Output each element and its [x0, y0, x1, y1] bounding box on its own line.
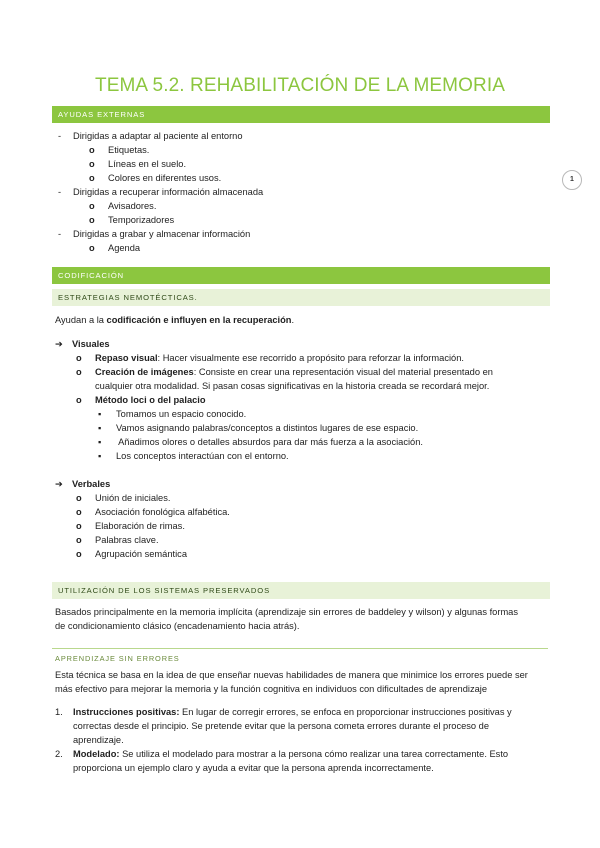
square-bullet-icon: ▪: [98, 409, 102, 419]
list-item: o Elaboración de rimas.: [76, 521, 185, 531]
numbered-item-continuation: proporciona un ejemplo claro y ayuda a evitar que la persona aprenda incorrectamente.: [73, 763, 434, 773]
list-item: ▪ Tomamos un espacio conocido.: [98, 409, 247, 419]
numbered-item-continuation: aprendizaje.: [73, 735, 124, 745]
list-item: o Agrupación semántica: [76, 549, 187, 559]
page-number-badge: 1: [562, 170, 582, 190]
list-item: ▪ Vamos asignando palabras/conceptos a distintos lugares de ese espacio.: [98, 423, 419, 433]
list-item: o Etiquetas.: [89, 145, 150, 155]
codificacion-intro: Ayudan a la codificación e influyen en la recuperación.: [55, 315, 295, 325]
subsection-header-aprendizaje: APRENDIZAJE SIN ERRORES: [55, 654, 180, 663]
subsection-header-estrategias: ESTRATEGIAS NEMOTÉCTICAS.: [52, 289, 550, 306]
square-bullet-icon: ▪: [98, 423, 102, 433]
list-item: o Palabras clave.: [76, 535, 159, 545]
list-item: o Unión de iniciales.: [76, 493, 171, 503]
aprendizaje-text-line: Esta técnica se basa en la idea de que enseñar nuevas habilidades de manera que minimice los errores puede ser: [55, 670, 528, 680]
numbered-item: 2. Modelado: Se utiliza el modelado para mostrar a la persona cómo realizar una tarea correctamente. Esto: [55, 749, 509, 759]
list-item: o Creación de imágenes: Consiste en crear una representación visual del material presentado en: [76, 367, 493, 377]
numbered-item: 1. Instrucciones positivas: En lugar de corregir errores, se enfoca en proporcionar instrucciones positivas y: [55, 707, 512, 717]
section-divider: [52, 648, 548, 649]
list-item: o Avisadores.: [89, 201, 157, 211]
subsection-header-sistemas-preservados: UTILIZACIÓN DE LOS SISTEMAS PRESERVADOS: [52, 582, 550, 599]
sistemas-text-line: Basados principalmente en la memoria implícita (aprendizaje sin errores de baddeley y wilson) y algunas formas: [55, 607, 519, 617]
list-item: o Colores en diferentes usos.: [89, 173, 222, 183]
list-item: - Dirigidas a grabar y almacenar información: [58, 229, 251, 239]
arrow-right-icon: ➔: [55, 479, 63, 489]
list-item-continuation: cualquier otra modalidad. Si pasan cosas significativas en la historia creada se recordará mejor.: [95, 381, 490, 391]
list-item: o Método loci o del palacio: [76, 395, 206, 405]
arrow-right-icon: ➔: [55, 339, 63, 349]
visuales-heading: ➔ Visuales: [55, 339, 110, 349]
square-bullet-icon: ▪: [98, 437, 102, 447]
verbales-heading: ➔ Verbales: [55, 479, 111, 489]
numbered-item-continuation: correctas desde el principio. Se pretende evitar que la persona cometa errores durante el proceso de: [73, 721, 490, 731]
list-item: o Asociación fonológica alfabética.: [76, 507, 230, 517]
list-item: ▪ Añadimos olores o detalles absurdos para dar más fuerza a la asociación.: [98, 437, 423, 447]
list-item: o Agenda: [89, 243, 141, 253]
section-header-ayudas-externas: AYUDAS EXTERNAS: [52, 106, 550, 123]
sistemas-text-line: de condicionamiento clásico (encadenamiento hacia atrás).: [55, 621, 300, 631]
list-item: - Dirigidas a recuperar información almacenada: [58, 187, 264, 197]
square-bullet-icon: ▪: [98, 451, 102, 461]
list-item: - Dirigidas a adaptar al paciente al entorno: [58, 131, 243, 141]
aprendizaje-text-line: más efectivo para mejorar la memoria y la función cognitiva en individuos con dificultades de aprendizaje: [55, 684, 488, 694]
list-item: ▪ Los conceptos interactúan con el entorno.: [98, 451, 289, 461]
section-header-codificacion: CODIFICACIÓN: [52, 267, 550, 284]
page-title: TEMA 5.2. REHABILITACIÓN DE LA MEMORIA: [95, 75, 505, 96]
list-item: o Temporizadores: [89, 215, 175, 225]
list-item: o Repaso visual: Hacer visualmente ese recorrido a propósito para reforzar la información.: [76, 353, 464, 363]
list-item: o Líneas en el suelo.: [89, 159, 187, 169]
